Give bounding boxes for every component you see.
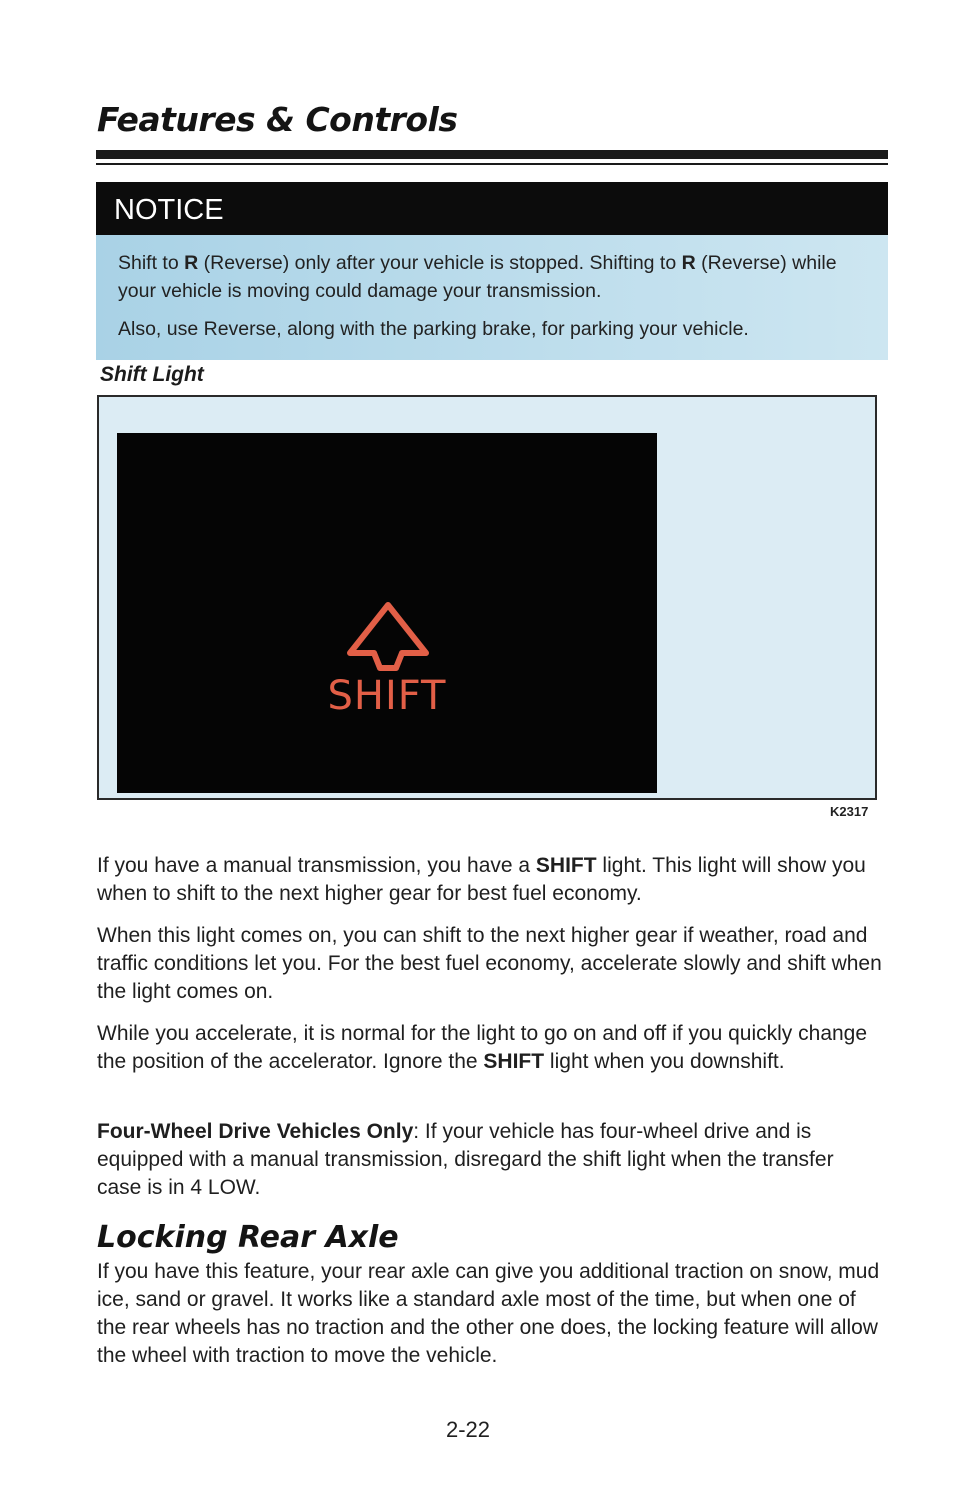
- paragraph-locking-rear-axle: If you have this feature, your rear axle can give you additional traction on snow, mud ice, sand or gravel. It works like a standard axle most of the time, but when one of the rear wheels has no traction and the other one does, the locking feature will allow the wheel with traction to move the vehicle.: [97, 1260, 880, 1367]
- notice-bold-r: R: [184, 252, 199, 274]
- title-rule-thin: [96, 163, 888, 165]
- page-number: 2-22: [446, 1417, 491, 1442]
- notice-paragraph-1: [118, 249, 866, 305]
- notice-text: (Reverse) while your vehicle is moving could damage your transmission.: [118, 252, 837, 302]
- section-title: Features & Controls: [97, 100, 458, 139]
- bold-shift: SHIFT: [535, 854, 597, 877]
- notice-paragraph-2: Also, use Reverse, along with the parking brake, for parking your vehicle.: [118, 318, 749, 340]
- bold-shift: SHIFT: [483, 1050, 545, 1073]
- shift-light-figure: [97, 395, 877, 800]
- notice-box: [96, 235, 888, 360]
- figure-code: K2317: [830, 804, 869, 819]
- paragraph-text: light. This light will show you when to shift to the next higher gear for best fuel economy.: [97, 854, 866, 905]
- notice-bold-r: R: [681, 252, 696, 274]
- instrument-panel: [117, 433, 657, 793]
- locking-rear-axle-heading: Locking Rear Axle: [97, 1220, 399, 1255]
- paragraph-text: : If your vehicle has four-wheel drive and is equipped with a manual transmission, disregard the shift light when the transfer case is in 4 LOW.: [97, 1120, 834, 1199]
- paragraph-shift-light: [97, 852, 882, 908]
- shift-light-subtitle: Shift Light: [100, 363, 204, 386]
- paragraph-light-comes-on: When this light comes on, you can shift to the next higher gear if weather, road and traffic conditions let you. For the best fuel economy, accelerate slowly and shift when the light comes on.: [97, 924, 882, 1003]
- notice-header: NOTICE: [96, 182, 888, 235]
- paragraph-text: light when you downshift.: [544, 1050, 785, 1073]
- paragraph-text: If you have a manual transmission, you have a: [97, 854, 536, 877]
- upshift-arrow-icon: [344, 599, 432, 674]
- title-rule: [96, 150, 888, 159]
- paragraph-accelerate: [97, 1020, 882, 1076]
- paragraph-four-wheel-drive: [97, 1118, 882, 1202]
- paragraph-text: While you accelerate, it is normal for the light to go on and off if you quickly change the position of the accelerator. Ignore the: [97, 1022, 868, 1073]
- shift-indicator-label: SHIFT: [327, 673, 447, 719]
- notice-text: Shift to: [118, 252, 185, 274]
- notice-text: (Reverse) only after your vehicle is stopped. Shifting to: [198, 252, 682, 274]
- bold-four-wheel-drive: Four-Wheel Drive Vehicles Only: [97, 1120, 414, 1143]
